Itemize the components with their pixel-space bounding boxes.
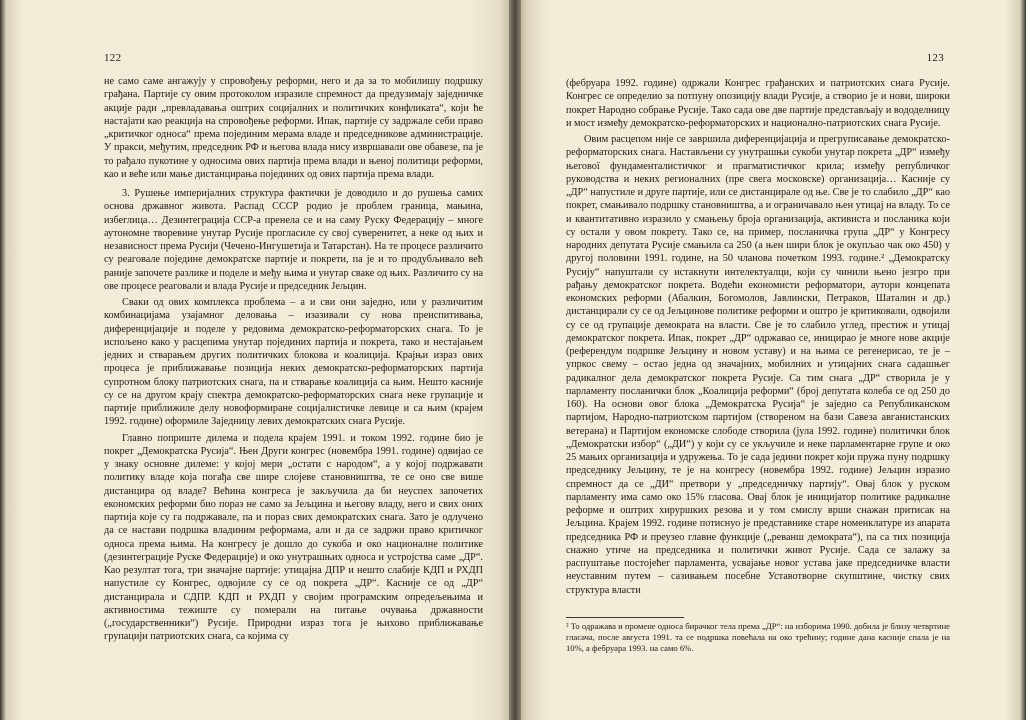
footnote-rule (566, 617, 684, 618)
paragraph: (фебруара 1992. године) одржали Конгрес грађанских и патриотских снага Русије. Конгрес се определио за потпуну опозицију влади Русије, а створио је и нови, широки покрет Народно собрање Русије. Тако сада ове две партије представљају и вододелницу и мост између демократско-реформаторских и национално-патриотских снага Русије. (566, 78, 950, 129)
paragraph: не само саме ангажују у спровођењу реформи, него и да за то мобилишу подршку грађана. Партије су овим протоколом изразиле спремност да предузимају заједничке акције ради „превладавања оштрих социјалних и политичких конфликата“, који ће настајати као реакција на спровођење реформи. Ипак, партије су задржале себи право „критичког односа“ према појединим мерама владе и председникове администрације. У пракси, међутим, председник РФ и његова влада нису извршавали ове обавезе, па је то рађало пукотине у односима ових партија према влади и њеној политици реформи, као и веће или мање дистанцирања појединих од ових партија према влади. (104, 76, 483, 180)
page-number: 123 (926, 52, 944, 64)
page-number: 122 (104, 52, 122, 64)
book-gutter (509, 0, 521, 720)
paragraph: Сваки од ових комплекса проблема – а и сви они заједно, или у различитим комбинацијама узајамног деловања – изазивали су нова преиспитивања, диференцијације и поделе у редовима демократско-реформаторских снага. То је испољено како у расцепима унутар појединих партија и покрета, тако и нестајањем једних и стварањем других политичких блокова и коалиција. Крајњи израз ових процеса је приближавање позиција неких демократско-реформаторских партија супротном блоку патриотских снага, па и стварање коалиција са њим. Нешто касније су се на другом крају спектра демократско-реформаторских снага неке групације и партије приближиле делу новоформиране социјалистичке левице и са њим (крајем 1992. године) оформиле Заједницу левих демократских снага Русије. (104, 297, 483, 428)
page-body (104, 75, 483, 647)
footnote: ² То одражава и промене односа бирачког тела према „ДР“: на изборима 1990. добила је близу четвртине гласача, после августа 1991. та се подршка повећала на око трећину; године дана касније спала је на 10%, а фебруара 1993. на само 6%. (566, 621, 950, 653)
paragraph: Овим расцепом није се завршила диференцијација и прегруписавање демократско-реформаторских снага. Настављени су унутрашњи сукоби унутар покрета „ДР“ између његової фундаменталистичког и прагматистичког крила; између републичког руководства и неких регионалних (пре свега московске) организација… Касније су „ДР“ напустиле и друге партије, или се дистанцирале од ње. Све је то слабило „ДР“ као покрет, смањивало подршку становништва, а и ограничавало њен утицај на владу. То се и квантитативно изразило у смањењу броја организација, активиста и посланика који су остали у овом покрету. Тако се, на пример, посланичка група „ДР“ у Конгресу народних депутата Русије смањила са 250 (а њен шири блок је окупљао чак око 450) у другој половини 1991. године, на 50 чланова почетком 1993. године.² „Демократску Русију“ напуштали су истакнути интелектуалци, који су чинили њено језгро при рађању демократског покрета. Водећи економисти реформатори, аутори концепата економских реформи (Абалкин, Богомолов, Јавлински, Петраков, Шаталин и др.) дистанцирали су се од Јељцинове политике реформи и оштро је критиковали, одвојили су се од групације демократа на власти. Све је то слабило углед, престиж и утицај демократског покрета. Ипак, покрет „ДР“ одржавао се, иницирао је многе нове акције (референдум подршке Јељцину и новом уставу) и на њима се регенерисао, те је – упркос свему – остао једна од значајних, мобилних и утицајних снага садашњег радикалног дела демократског покрета Русије. Са тим снага „ДР“ створила је у парламенту посланички блок „Коалиција реформи“ (број депутата колеба се од 250 до 160). На основи овог блока „Демократска Русија“ је заједно са Републиканском партијом, Народно-патриотском партијом (створеном на бази Савеза авганистанских ветерана) и Партијом економске слободе створила (јула 1992. године) политички блок „Демократски избор“ („ДИ“) у који су се укључиле и неке парламентарне групе и око 25 мањих организација и удружења. То је сада једини покрет који пружа пуну подршку председнику Јељцину, те је на конгресу (новембра 1992. године) Јељцин изразио спремност да се „ДИ“ претвори у „председничку партију“. Овај блок у руском парламенту има само око 15% гласова. Овај блок је иницијатор политике радикалне реформе и оштрих хируршких резова и у том смислу врши снажан притисак на Јељцина. Крајем 1992. године потиснуо је представнике старе номенклатуре из апарата председника РФ и преузео главне функције („реванш демократа“), па са тих позиција снажно утиче на председника и политички живот Русије. Сада се залажу за распуштање постојећег парламента, усвајање новог устава јаке председничке власти неуставним путем – сазивањем посебне Уставотворне скупштине, чистку свих структура власти (566, 134, 950, 596)
paragraph: Главно поприште дилема и подела крајем 1991. и током 1992. године био је покрет „Демократска Русија“. Њен Други конгрес (новембра 1991. године) одвијао се у знаку основне дилеме: у којој мери „остати с народом“, а у којој подржавати политику владе која погађа све шире слојеве становништва, те се оно све више дистанцира од владе? Већина конгреса је закључила да би неуспех започетих економских реформи био пораз не само за Јељцина и његову владу, него и свих оних партија које су га подржавале, па и пораз свих демократских снага. Зато је одлучено да се настави подршка владиним реформама, али и да се задржи право критичког односа према њима. На конгресу је дошло до сукоба и око националне политике (дезинтеграције Руске Федерације) и око унутрашњих односа и устројства саме „ДР“. Као резултат тога, три значајне партије: утицајна ДПР и нешто слабије КДП и РХДП напустиле су Конгрес, одвојиле су се од покрета „ДР“. Касније се од „ДР“ дистанцирала и СДПР. КДП и РХДП у својим програмским опредељењима и активностима тежиште су померали на питање очувања државности („государственники“) Русије. Природни израз тога је њихово приближавање групацији патриотских снага, са којима су (104, 432, 483, 643)
paragraph: 3. Рушење империјалних структура фактички је доводило и до рушења самих основа државног живота. Распад СССР родио је проблем граница, мањина, избеглица… Дезинтеграција ССР-а пренела се и на саму Руску Федерацију – многе аутономне творевине унутар Русије прогласиле су свој суверенитет, а неке од њих и независност према Русији (Чечено-Ингушетија и Татарстан). На те процесе различито су реаговале поједине демократске партије и покрети, па је и то продубљивало већ раније започете разлике и поделе и међу њима и унутар сваке од њих. Различито су на ове процесе реаговали и влада Русије и председник Јељцин. (104, 188, 483, 292)
page-body (566, 77, 950, 600)
right-page (515, 0, 1026, 720)
